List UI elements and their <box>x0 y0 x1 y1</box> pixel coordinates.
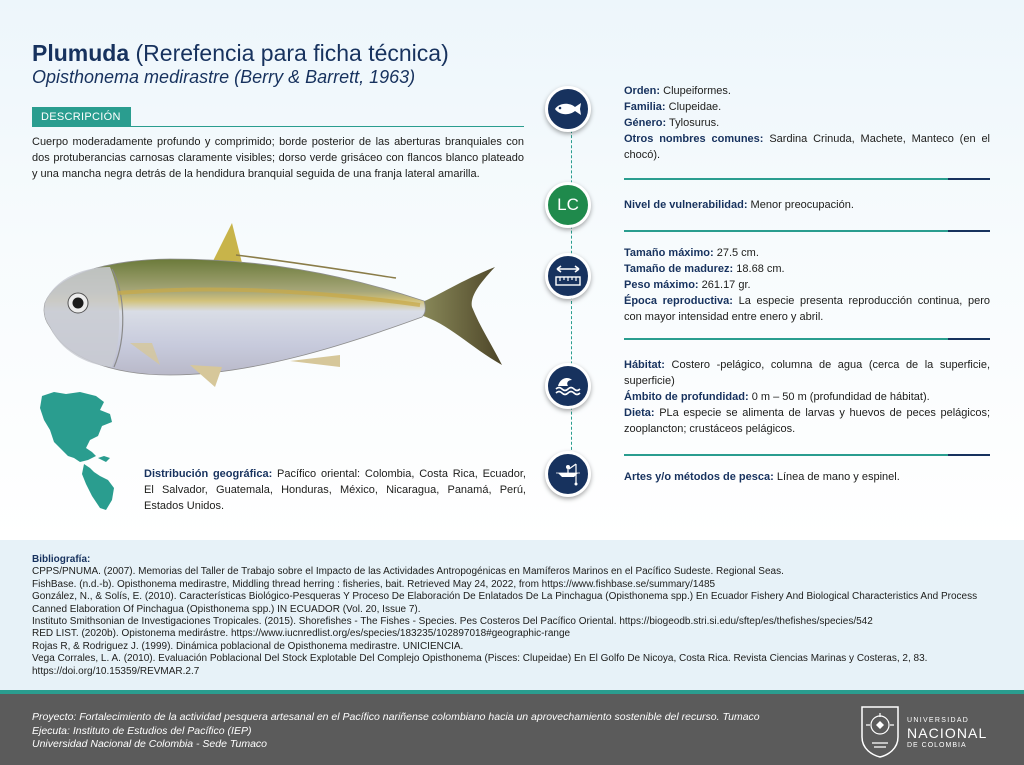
bibliography-ref: Instituto Smithsonian de Investigaciones Tropicales. (2015). Shorefishes - The Fishes - Species. Pes Costeros Del Pacífico Oriental. https://biogeodb.stri.si.edu/sftep/es/thefishes/species/542 <box>32 616 873 628</box>
logo-line-3: DE COLOMBIA <box>907 742 967 749</box>
bibliography-ref: RED LIST. (2020b). Opistonema medirástre. https://www.iucnredlist.org/es/species/183235/102897018#geographic-range <box>32 628 571 640</box>
fish-icon <box>545 86 591 132</box>
vulnerability-badge <box>545 182 591 228</box>
nombres-row <box>624 131 990 163</box>
distribution-label: Distribución geográfica: <box>144 468 273 480</box>
vulnerability-value: Menor preocupación. <box>750 199 854 211</box>
bibliography-ref: Rojas R, & Rodriguez J. (1999). Dinámica poblacional de Opisthonema medirastre. UNICIENCIA. <box>32 640 464 652</box>
footer-university: Universidad Nacional de Colombia - Sede Tumaco <box>32 738 268 750</box>
maturity-size-value: 18.68 cm. <box>736 263 785 275</box>
familia-row <box>624 99 990 115</box>
size-block <box>624 245 990 325</box>
footer-project: Proyecto: Fortalecimiento de la actividad pesquera artesanal en el Pacífico nariñense colombiano hacia un aprovechamiento sostenible del recurso. Tumaco <box>32 711 760 723</box>
fish-illustration <box>40 215 510 390</box>
university-logo-text <box>907 716 987 750</box>
nombres-label: Otros nombres comunes: <box>624 133 764 145</box>
section-divider <box>624 230 990 232</box>
page-title <box>32 40 449 66</box>
university-seal-icon <box>858 703 902 759</box>
fishing-boat-icon <box>545 451 591 497</box>
vulnerability-block <box>624 197 990 213</box>
depth-value: 0 m – 50 m (profundidad de hábitat). <box>751 391 930 403</box>
habitat-block <box>624 357 990 437</box>
description-text: Cuerpo moderadamente profundo y comprimido; borde posterior de las aberturas branquiales con dos protuberancias carnosas claramente visibles; dorso verde grisáceo con flancos blanco plateado y una mancha negra detrás de la hendidura branquial seguida de una franja lateral amarilla. <box>32 136 524 180</box>
familia-value: Clupeidae. <box>668 101 722 113</box>
description-tag: DESCRIPCIÓN <box>32 107 131 127</box>
vulnerability-badge-text: LC <box>557 195 579 214</box>
orden-value: Clupeiformes. <box>663 85 731 97</box>
genero-value: Tylosurus. <box>669 117 720 129</box>
common-name: Plumuda <box>32 40 130 66</box>
nombres-value: Sardina Crinuda, Machete, Manteco (en el chocó). <box>624 133 991 161</box>
bibliography-ref: González, N., & Solís, E. (2010). Características Biológico-Pesqueras Y Proceso De Elaboración De Enlatados De La Pinchagua (Opisthonema spp.) En Ecuador Fishery And Biological Characteristics And Process Canned Elaboration Of Pinchagua (Opisthonema spp.) IN ECUADOR (Vol. 20, Issue 7). <box>32 591 978 615</box>
title-suffix: (Rerefencia para ficha técnica) <box>135 40 449 66</box>
vulnerability-label: Nivel de vulnerabilidad: <box>624 199 748 211</box>
reproductive-season-label: Época reproductiva: <box>624 295 733 307</box>
orden-row <box>624 83 990 99</box>
genero-row <box>624 115 990 131</box>
maturity-size-label: Tamaño de madurez: <box>624 263 734 275</box>
diet-value: PLa especie se alimenta de larvas y huevos de peces pelágicos; zooplancton; crustáceos pelágicos. <box>624 407 990 435</box>
depth-label: Ámbito de profundidad: <box>624 391 749 403</box>
max-weight-value: 261.17 gr. <box>701 279 751 291</box>
logo-line-2: NACIONAL <box>907 725 988 741</box>
section-divider <box>624 454 990 456</box>
distribution-text <box>144 466 526 514</box>
scientific-name: Opisthonema medirastre (Berry & Barrett, 1963) <box>32 67 416 87</box>
orden-label: Orden: <box>624 85 661 97</box>
footer-text <box>32 711 812 752</box>
familia-label: Familia: <box>624 101 666 113</box>
bibliography <box>32 554 992 678</box>
max-size-label: Tamaño máximo: <box>624 247 714 259</box>
habitat-label: Hábitat: <box>624 359 665 371</box>
bibliography-ref: Vega Corrales, L. A. (2010). Evaluación Poblacional Del Stock Explotable Del Complejo Opisthonema (Pisces: Clupeidae) En El Golfo De Nicoya, Costa Rica. Revista Ciencias Marinas y Costeras, 2, 83. https://doi.org/10.15359/REVMAR.2.7 <box>32 653 928 677</box>
fishing-label: Artes y/o métodos de pesca: <box>624 471 774 483</box>
waves-icon <box>545 363 591 409</box>
distribution-map <box>40 392 120 510</box>
max-weight-label: Peso máximo: <box>624 279 699 291</box>
ruler-icon <box>545 253 591 299</box>
habitat-value: Costero -pelágico, columna de agua (cerca de la superficie, superficie) <box>624 359 990 387</box>
bibliography-title: Bibliografía: <box>32 554 91 565</box>
section-divider <box>624 338 990 340</box>
distribution-value: Pacífico oriental: Colombia, Costa Rica, Ecuador, El Salvador, Guatemala, Honduras, México, Nicaragua, Panamá, Perú, Estados Unidos. <box>144 468 526 512</box>
diet-label: Dieta: <box>624 407 655 419</box>
fishing-block <box>624 469 990 485</box>
genero-label: Género: <box>624 117 667 129</box>
bibliography-ref: FishBase. (n.d.-b). Opisthonema medirastre, Middling thread herring : fisheries, bait. Retrieved May 24, 2022, from https://www.fishbase.se/summary/1485 <box>32 578 716 590</box>
taxonomy-block <box>624 83 990 163</box>
max-size-value: 27.5 cm. <box>716 247 759 259</box>
logo-line-1: UNIVERSIDAD <box>907 717 970 724</box>
description-divider <box>131 126 524 127</box>
title-block <box>32 40 449 88</box>
bibliography-ref: CPPS/PNUMA. (2007). Memorias del Taller de Trabajo sobre el Impacto de las Actividades Antropogénicas en Mamíferos Marinos en el Pacífico Sudeste. Regional Seas. <box>32 566 784 578</box>
footer-executor: Ejecuta: Instituto de Estudios del Pacífico (IEP) <box>32 724 252 737</box>
fishing-value: Línea de mano y espinel. <box>776 471 900 483</box>
section-divider <box>624 178 990 180</box>
reproductive-season-value: La especie presenta reproducción continua, pero con mayor intensidad entre enero y abril. <box>624 295 990 323</box>
